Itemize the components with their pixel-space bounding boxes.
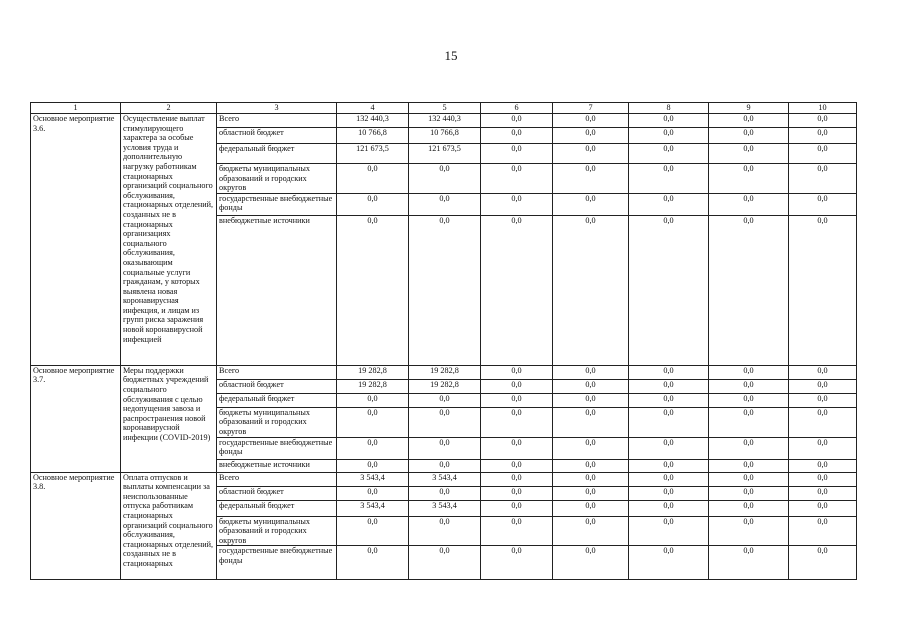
amount-cell: 0,0	[337, 546, 409, 580]
column-header: 7	[553, 103, 629, 114]
amount-cell: 0,0	[553, 193, 629, 215]
amount-cell: 0,0	[553, 407, 629, 437]
amount-cell: 0,0	[709, 516, 789, 546]
funding-source: государственные внебюджетные фонды	[217, 193, 337, 215]
amount-cell: 0,0	[789, 393, 857, 407]
amount-cell: 0,0	[553, 516, 629, 546]
amount-cell: 0,0	[629, 407, 709, 437]
amount-cell: 0,0	[409, 486, 481, 500]
amount-cell: 10 766,8	[337, 128, 409, 144]
amount-cell: 0,0	[709, 365, 789, 379]
amount-cell: 0,0	[709, 144, 789, 164]
funding-source: бюджеты муниципальных образований и городских округов	[217, 407, 337, 437]
amount-cell: 132 440,3	[337, 114, 409, 128]
amount-cell: 0,0	[709, 486, 789, 500]
amount-cell: 3 543,4	[409, 472, 481, 486]
table-row	[31, 114, 857, 128]
amount-cell: 0,0	[789, 459, 857, 472]
amount-cell: 0,0	[709, 407, 789, 437]
amount-cell: 19 282,8	[337, 379, 409, 393]
funding-source: Всего	[217, 114, 337, 128]
amount-cell: 0,0	[709, 164, 789, 194]
amount-cell: 0,0	[337, 193, 409, 215]
funding-source: областной бюджет	[217, 128, 337, 144]
funding-source: бюджеты муниципальных образований и городских округов	[217, 516, 337, 546]
amount-cell: 0,0	[481, 193, 553, 215]
funding-source: внебюджетные источники	[217, 215, 337, 365]
amount-cell: 0,0	[789, 128, 857, 144]
funding-source: федеральный бюджет	[217, 500, 337, 516]
amount-cell: 0,0	[481, 486, 553, 500]
amount-cell: 0,0	[553, 114, 629, 128]
amount-cell: 0,0	[481, 500, 553, 516]
amount-cell: 0,0	[789, 500, 857, 516]
amount-cell: 121 673,5	[337, 144, 409, 164]
amount-cell: 0,0	[789, 379, 857, 393]
amount-cell: 0,0	[553, 486, 629, 500]
amount-cell: 0,0	[553, 393, 629, 407]
amount-cell: 0,0	[709, 472, 789, 486]
amount-cell: 0,0	[789, 365, 857, 379]
amount-cell: 0,0	[409, 459, 481, 472]
amount-cell: 0,0	[553, 437, 629, 459]
amount-cell: 0,0	[337, 164, 409, 194]
column-header: 3	[217, 103, 337, 114]
activity-description: Осуществление выплат стимулирующего характера за особые условия труда и дополнительную нагрузку работникам стационарных организаций социального обслуживания, стационарных отделений, созданных не в стационарных организациях социального обслуживания, оказывающим социальные услуги гражданам, у которых выявлена новая коронавирусная инфекция, и лицам из групп риска заражения новой коронавирусной инфекцией	[121, 114, 217, 366]
amount-cell: 0,0	[409, 407, 481, 437]
amount-cell: 0,0	[789, 144, 857, 164]
amount-cell: 0,0	[709, 379, 789, 393]
amount-cell: 3 543,4	[337, 500, 409, 516]
amount-cell: 0,0	[629, 379, 709, 393]
column-header: 5	[409, 103, 481, 114]
amount-cell: 0,0	[553, 500, 629, 516]
activity-description: Оплата отпусков и выплаты компенсации за неиспользованные отпуска работникам стационарных организаций социального обслуживания, стационарных отделений, созданных не в стационарных	[121, 472, 217, 580]
header-row	[31, 103, 857, 114]
amount-cell: 0,0	[481, 516, 553, 546]
amount-cell: 0,0	[481, 437, 553, 459]
amount-cell: 0,0	[409, 193, 481, 215]
amount-cell: 0,0	[629, 144, 709, 164]
amount-cell: 0,0	[789, 215, 857, 365]
amount-cell: 0,0	[629, 546, 709, 580]
amount-cell: 0,0	[629, 500, 709, 516]
amount-cell: 0,0	[789, 516, 857, 546]
funding-source: Всего	[217, 365, 337, 379]
amount-cell: 0,0	[629, 393, 709, 407]
amount-cell: 0,0	[409, 516, 481, 546]
amount-cell: 0,0	[481, 215, 553, 365]
amount-cell: 0,0	[629, 437, 709, 459]
amount-cell: 0,0	[553, 215, 629, 365]
amount-cell: 0,0	[709, 215, 789, 365]
amount-cell: 0,0	[337, 459, 409, 472]
amount-cell: 0,0	[337, 215, 409, 365]
amount-cell: 0,0	[789, 193, 857, 215]
funding-source: внебюджетные источники	[217, 459, 337, 472]
column-header: 10	[789, 103, 857, 114]
amount-cell: 0,0	[337, 393, 409, 407]
amount-cell: 0,0	[553, 144, 629, 164]
activity-name: Основное мероприятие 3.8.	[31, 472, 121, 580]
activity-description: Меры поддержки бюджетных учреждений социального обслуживания с целью недопущения завоза и распространения новой коронавирусной инфекции (COVID-2019)	[121, 365, 217, 472]
amount-cell: 3 543,4	[337, 472, 409, 486]
amount-cell: 0,0	[709, 114, 789, 128]
activity-name: Основное мероприятие 3.6.	[31, 114, 121, 366]
activity-name: Основное мероприятие 3.7.	[31, 365, 121, 472]
amount-cell: 0,0	[337, 407, 409, 437]
amount-cell: 0,0	[553, 379, 629, 393]
column-header: 1	[31, 103, 121, 114]
funding-source: государственные внебюджетные фонды	[217, 437, 337, 459]
amount-cell: 0,0	[709, 459, 789, 472]
amount-cell: 19 282,8	[409, 379, 481, 393]
amount-cell: 0,0	[629, 459, 709, 472]
amount-cell: 0,0	[481, 546, 553, 580]
funding-source: бюджеты муниципальных образований и городских округов	[217, 164, 337, 194]
amount-cell: 0,0	[553, 128, 629, 144]
amount-cell: 0,0	[709, 393, 789, 407]
amount-cell: 0,0	[481, 164, 553, 194]
amount-cell: 0,0	[629, 486, 709, 500]
amount-cell: 0,0	[481, 144, 553, 164]
amount-cell: 0,0	[629, 215, 709, 365]
amount-cell: 0,0	[789, 114, 857, 128]
amount-cell: 0,0	[789, 164, 857, 194]
budget-table	[30, 102, 857, 580]
funding-source: Всего	[217, 472, 337, 486]
amount-cell: 0,0	[553, 546, 629, 580]
amount-cell: 19 282,8	[409, 365, 481, 379]
column-header: 4	[337, 103, 409, 114]
column-header: 8	[629, 103, 709, 114]
amount-cell: 0,0	[629, 365, 709, 379]
amount-cell: 0,0	[337, 516, 409, 546]
amount-cell: 0,0	[629, 128, 709, 144]
amount-cell: 0,0	[709, 437, 789, 459]
amount-cell: 0,0	[481, 393, 553, 407]
amount-cell: 0,0	[629, 193, 709, 215]
amount-cell: 0,0	[481, 407, 553, 437]
amount-cell: 0,0	[629, 164, 709, 194]
amount-cell: 0,0	[629, 516, 709, 546]
amount-cell: 132 440,3	[409, 114, 481, 128]
amount-cell: 0,0	[553, 459, 629, 472]
amount-cell: 0,0	[481, 459, 553, 472]
funding-source: областной бюджет	[217, 379, 337, 393]
amount-cell: 0,0	[337, 486, 409, 500]
amount-cell: 0,0	[337, 437, 409, 459]
amount-cell: 0,0	[709, 128, 789, 144]
column-header: 2	[121, 103, 217, 114]
amount-cell: 0,0	[481, 365, 553, 379]
amount-cell: 0,0	[629, 472, 709, 486]
amount-cell: 0,0	[409, 546, 481, 580]
table-row	[31, 365, 857, 379]
amount-cell: 0,0	[789, 546, 857, 580]
amount-cell: 0,0	[789, 407, 857, 437]
amount-cell: 0,0	[629, 114, 709, 128]
funding-source: федеральный бюджет	[217, 144, 337, 164]
amount-cell: 3 543,4	[409, 500, 481, 516]
amount-cell: 0,0	[789, 472, 857, 486]
funding-source: государственные внебюджетные фонды	[217, 546, 337, 580]
amount-cell: 0,0	[481, 128, 553, 144]
column-header: 6	[481, 103, 553, 114]
amount-cell: 0,0	[553, 365, 629, 379]
amount-cell: 0,0	[481, 379, 553, 393]
column-header: 9	[709, 103, 789, 114]
page-number: 15	[444, 48, 458, 63]
funding-source: федеральный бюджет	[217, 393, 337, 407]
amount-cell: 0,0	[789, 437, 857, 459]
amount-cell: 0,0	[481, 472, 553, 486]
amount-cell: 19 282,8	[337, 365, 409, 379]
amount-cell: 0,0	[789, 486, 857, 500]
amount-cell: 0,0	[553, 164, 629, 194]
amount-cell: 0,0	[409, 215, 481, 365]
amount-cell: 10 766,8	[409, 128, 481, 144]
table-row	[31, 472, 857, 486]
amount-cell: 0,0	[409, 437, 481, 459]
funding-source: областной бюджет	[217, 486, 337, 500]
amount-cell: 0,0	[709, 546, 789, 580]
amount-cell: 0,0	[709, 500, 789, 516]
amount-cell: 0,0	[409, 393, 481, 407]
amount-cell: 0,0	[553, 472, 629, 486]
amount-cell: 121 673,5	[409, 144, 481, 164]
amount-cell: 0,0	[709, 193, 789, 215]
amount-cell: 0,0	[409, 164, 481, 194]
amount-cell: 0,0	[481, 114, 553, 128]
